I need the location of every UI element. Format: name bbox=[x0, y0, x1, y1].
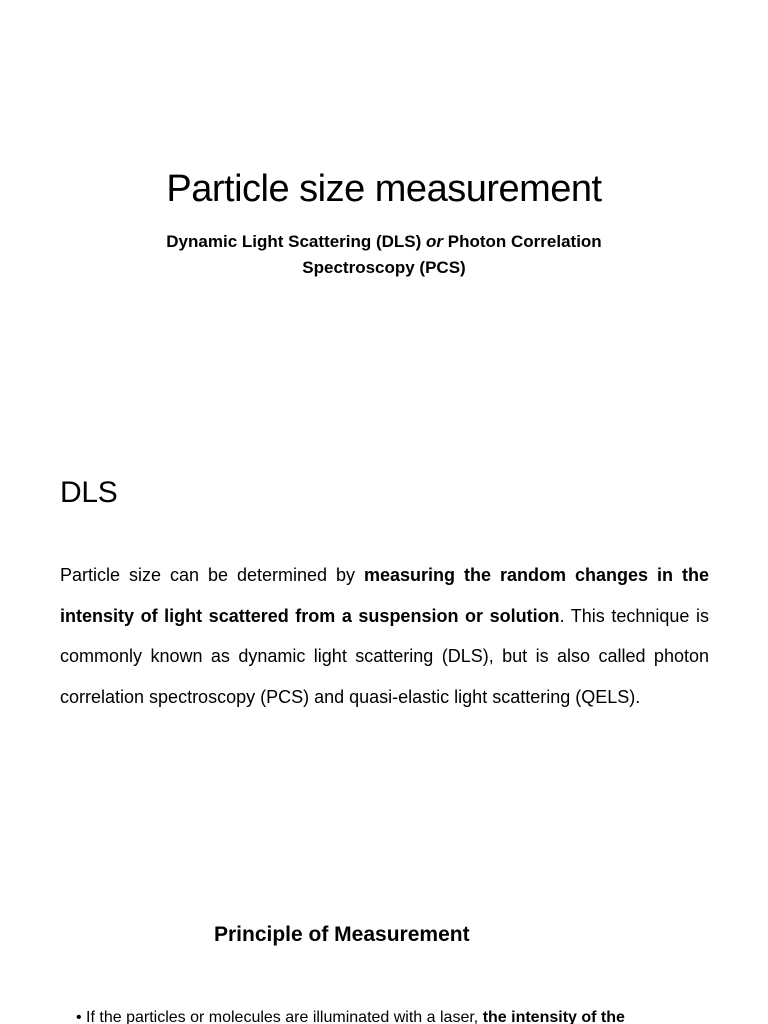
section-heading-principle: Principle of Measurement bbox=[214, 923, 470, 946]
paragraph-bold: measuring the random changes in the intensity of light scattered from a suspension or solution bbox=[60, 565, 709, 626]
subtitle-part-2: Photon Correlation Spectroscopy (PCS) bbox=[302, 232, 602, 277]
subtitle-part-1: Dynamic Light Scattering (DLS) bbox=[166, 232, 427, 251]
principle-bullet bbox=[76, 1005, 756, 1024]
page-title: Particle size measurement bbox=[166, 168, 602, 210]
subtitle-or: or bbox=[426, 232, 444, 251]
bullet-bold-text: the intensity of the bbox=[482, 1009, 625, 1024]
paragraph-intro: Particle size can be determined by bbox=[60, 565, 365, 585]
paragraph-rest: . This technique is commonly known as dynamic light scattering (DLS), but is also called photon correlation spectroscopy (PCS) and quasi-elastic light scattering (QELS). bbox=[60, 605, 709, 707]
section-heading-dls: DLS bbox=[60, 476, 118, 509]
page-subtitle bbox=[120, 229, 648, 281]
dls-paragraph bbox=[60, 555, 709, 717]
bullet-text: If the particles or molecules are illuminated with a laser, bbox=[81, 1009, 483, 1024]
bullet-symbol: • bbox=[76, 1009, 82, 1024]
